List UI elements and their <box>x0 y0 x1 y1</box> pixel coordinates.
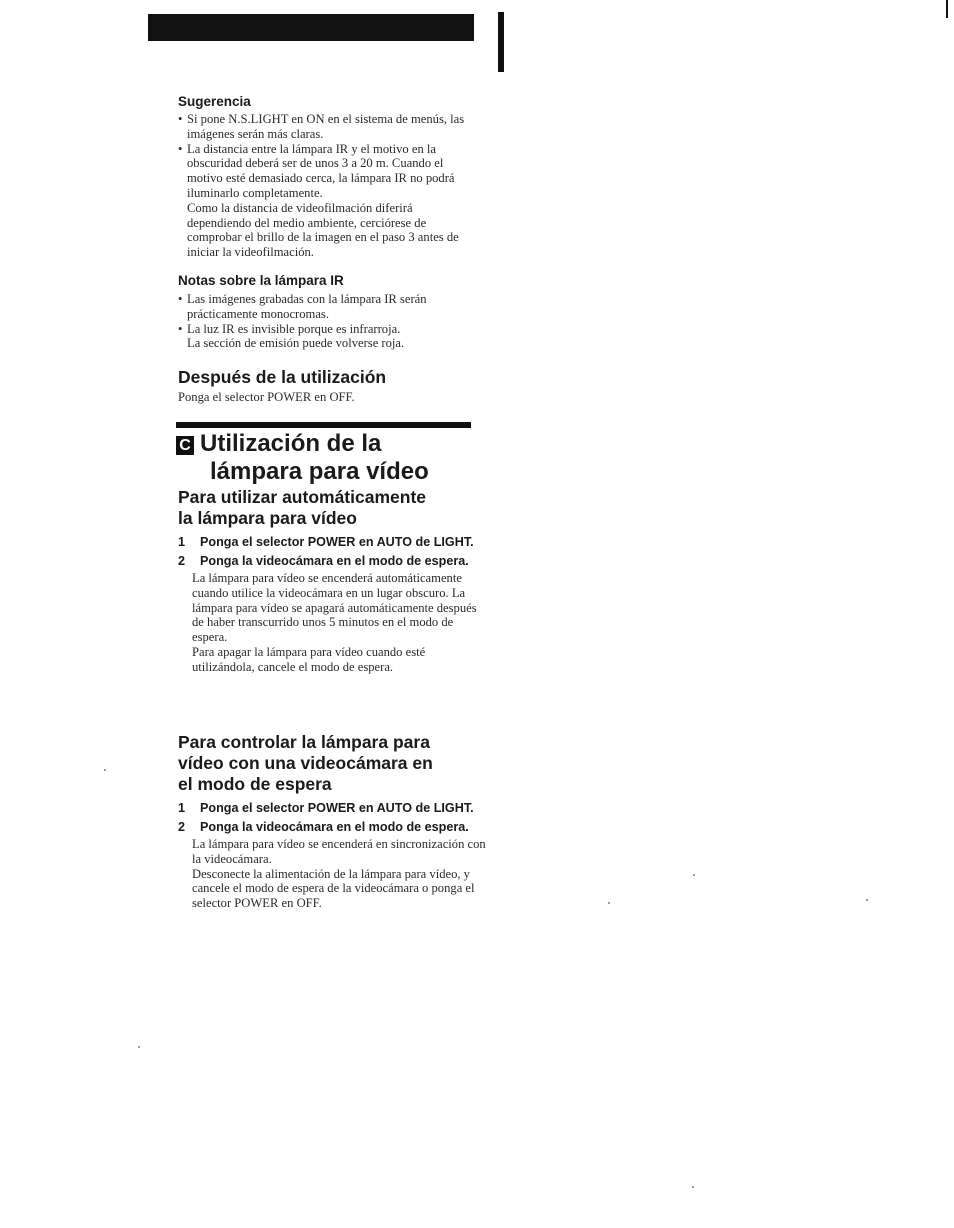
sugerencia-bullet-2-continued: Como la distancia de videofilmación diferirá dependiendo del medio ambiente, cerciórese de comprobar el brillo de la imagen en el paso 3 antes de iniciar la videofilmación. <box>187 200 459 260</box>
auto-step-2-body-2: Para apagar la lámpara para vídeo cuando esté utilizándola, cancele el modo de espera. <box>192 644 426 674</box>
control-step-2-number: 2 <box>178 820 186 834</box>
control-step-2-body: La lámpara para vídeo se encenderá en sincronización con la videocámara. <box>192 837 486 866</box>
control-heading-line-3: el modo de espera <box>178 774 332 794</box>
auto-section <box>178 487 488 675</box>
scan-speck <box>692 1186 694 1188</box>
section-title-line-1 <box>176 430 496 458</box>
auto-heading-line-2: la lámpara para vídeo <box>178 508 357 528</box>
control-heading-line-1: Para controlar la lámpara para <box>178 732 430 752</box>
sugerencia-bullet-2: • La distancia entre la lámpara IR y el motivo en la obscuridad deberá ser de unos 3 a 20 m. Cuando el motivo esté demasiado cerca, la lámpara IR no podrá iluminarlo completamente. <box>178 142 478 201</box>
sugerencia-bullet-1: • Si pone N.S.LIGHT en ON en el sistema de menús, las imágenes serán más claras. <box>178 112 478 142</box>
auto-step-1-number: 1 <box>178 535 186 549</box>
auto-step-2 <box>178 553 488 569</box>
notas-heading: Notas sobre la lámpara IR <box>178 273 344 288</box>
scan-speck <box>104 769 106 771</box>
control-step-1 <box>178 800 488 816</box>
auto-step-1 <box>178 534 488 550</box>
auto-step-1-text: Ponga el selector POWER en AUTO de LIGHT. <box>200 535 474 549</box>
sugerencia-section <box>178 93 478 260</box>
page-edge-mark <box>498 12 504 72</box>
scan-speck <box>608 902 610 904</box>
notas-section <box>178 272 478 351</box>
scan-speck <box>138 1046 140 1048</box>
control-step-1-number: 1 <box>178 801 186 815</box>
notas-bullet-2: • La luz IR es invisible porque es infrarroja. <box>178 322 478 337</box>
notas-bullet-2-continued: La sección de emisión puede volverse roja. <box>187 336 405 351</box>
auto-heading-line-1: Para utilizar automáticamente <box>178 487 426 507</box>
scan-speck <box>693 874 695 876</box>
despues-text: Ponga el selector POWER en OFF. <box>178 390 355 404</box>
despues-heading: Después de la utilización <box>178 367 387 387</box>
auto-step-2-body: La lámpara para vídeo se encenderá automáticamente cuando utilice la videocámara en un lugar obscuro. La lámpara para vídeo se apagará automáticamente después de haber transcurrido unos 5 minutos en el modo de espera. <box>192 571 477 645</box>
scan-speck <box>866 899 868 901</box>
control-step-2-text: Ponga la videocámara en el modo de espera. <box>200 820 469 834</box>
header-bar <box>148 14 474 41</box>
control-step-2-body-2: Desconecte la alimentación de la lámpara para vídeo, y cancele el modo de espera de la videocámara o ponga el selector POWER en OFF. <box>192 866 475 911</box>
control-step-1-text: Ponga el selector POWER en AUTO de LIGHT. <box>200 801 474 815</box>
sugerencia-body <box>178 112 478 260</box>
auto-step-2-text: Ponga la videocámara en el modo de espera. <box>200 554 469 568</box>
control-section <box>178 732 488 911</box>
corner-mark <box>946 0 948 18</box>
sugerencia-heading: Sugerencia <box>178 94 251 109</box>
notas-bullet-1: • Las imágenes grabadas con la lámpara IR serán prácticamente monocromas. <box>178 292 478 322</box>
control-step-2 <box>178 819 488 835</box>
section-c-title <box>176 430 496 486</box>
notas-body <box>178 292 478 351</box>
section-rule <box>176 422 471 428</box>
auto-step-2-number: 2 <box>178 554 186 568</box>
despues-section <box>178 367 478 405</box>
section-title-line-2: lámpara para vídeo <box>210 458 429 485</box>
section-title-text-1: Utilización de la <box>200 430 382 457</box>
section-c-icon: C <box>176 436 194 455</box>
control-heading-line-2: vídeo con una videocámara en <box>178 753 433 773</box>
